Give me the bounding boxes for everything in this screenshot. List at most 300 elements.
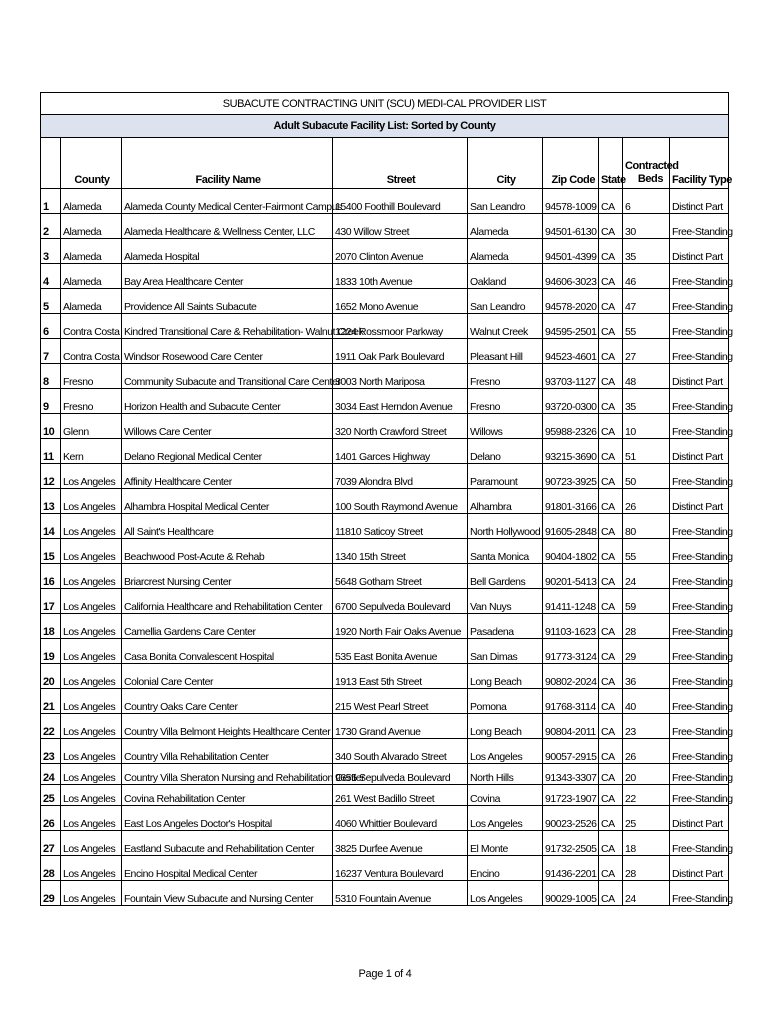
facility-name-cell: Bay Area Healthcare Center: [122, 264, 333, 289]
street-cell: 2070 Clinton Avenue: [333, 239, 468, 264]
city-cell: El Monte: [468, 831, 543, 856]
street-cell: 7039 Alondra Blvd: [333, 464, 468, 489]
row-number: 8: [41, 364, 61, 389]
table-row: [41, 714, 729, 739]
city-cell: San Dimas: [468, 639, 543, 664]
page-subtitle: Adult Subacute Facility List: Sorted by County: [41, 115, 729, 138]
facility-type-cell: Free-Standing: [670, 589, 729, 614]
facility-name-cell: Affinity Healthcare Center: [122, 464, 333, 489]
row-number: 28: [41, 856, 61, 881]
zip-code-cell: 90201-5413: [543, 564, 599, 589]
facility-type-cell: Distinct Part: [670, 439, 729, 464]
county-cell: Los Angeles: [61, 856, 122, 881]
city-cell: San Leandro: [468, 289, 543, 314]
city-cell: North Hollywood: [468, 514, 543, 539]
header-facility-name: Facility Name: [122, 138, 333, 189]
row-number: 3: [41, 239, 61, 264]
table-row: [41, 314, 729, 339]
facility-type-cell: Free-Standing: [670, 214, 729, 239]
page-number: Page 1 of 4: [358, 968, 412, 980]
facility-name-cell: All Saint's Healthcare: [122, 514, 333, 539]
state-cell: CA: [599, 831, 623, 856]
zip-code-cell: 91436-2201: [543, 856, 599, 881]
table-row: [41, 831, 729, 856]
zip-code-cell: 94501-4399: [543, 239, 599, 264]
county-cell: Kern: [61, 439, 122, 464]
header-zip-code: Zip Code: [543, 138, 599, 189]
facility-name-cell: Willows Care Center: [122, 414, 333, 439]
zip-code-cell: 90804-2011: [543, 714, 599, 739]
zip-code-cell: 91343-3307: [543, 764, 599, 785]
header-street: Street: [333, 138, 468, 189]
county-cell: Alameda: [61, 239, 122, 264]
facility-name-cell: Covina Rehabilitation Center: [122, 785, 333, 806]
zip-code-cell: 94578-2020: [543, 289, 599, 314]
street-cell: 1913 East 5th Street: [333, 664, 468, 689]
contracted-beds-cell: 55: [623, 314, 670, 339]
city-cell: Long Beach: [468, 714, 543, 739]
contracted-beds-cell: 46: [623, 264, 670, 289]
facility-type-cell: Free-Standing: [670, 831, 729, 856]
state-cell: CA: [599, 364, 623, 389]
row-number: 11: [41, 439, 61, 464]
facility-type-cell: Free-Standing: [670, 539, 729, 564]
county-cell: Los Angeles: [61, 881, 122, 906]
row-number: 13: [41, 489, 61, 514]
row-number: 16: [41, 564, 61, 589]
row-number: 4: [41, 264, 61, 289]
header-city: City: [468, 138, 543, 189]
zip-code-cell: 91801-3166: [543, 489, 599, 514]
city-cell: Pasadena: [468, 614, 543, 639]
table-row: [41, 689, 729, 714]
city-cell: Encino: [468, 856, 543, 881]
county-cell: Alameda: [61, 189, 122, 214]
street-cell: 3825 Durfee Avenue: [333, 831, 468, 856]
facility-type-cell: Free-Standing: [670, 614, 729, 639]
facility-type-cell: Distinct Part: [670, 856, 729, 881]
row-number: 26: [41, 806, 61, 831]
street-cell: 535 East Bonita Avenue: [333, 639, 468, 664]
street-cell: 1224 Rossmoor Parkway: [333, 314, 468, 339]
contracted-beds-cell: 24: [623, 564, 670, 589]
facility-type-cell: Distinct Part: [670, 189, 729, 214]
row-number: 15: [41, 539, 61, 564]
table-row: [41, 856, 729, 881]
zip-code-cell: 93720-0300: [543, 389, 599, 414]
state-cell: CA: [599, 564, 623, 589]
facility-type-cell: Distinct Part: [670, 806, 729, 831]
contracted-beds-cell: 10: [623, 414, 670, 439]
county-cell: Los Angeles: [61, 714, 122, 739]
street-cell: 100 South Raymond Avenue: [333, 489, 468, 514]
street-cell: 16237 Ventura Boulevard: [333, 856, 468, 881]
street-cell: 261 West Badillo Street: [333, 785, 468, 806]
table-row: [41, 664, 729, 689]
facility-name-cell: Horizon Health and Subacute Center: [122, 389, 333, 414]
zip-code-cell: 93215-3690: [543, 439, 599, 464]
city-cell: North Hills: [468, 764, 543, 785]
facility-type-cell: Free-Standing: [670, 664, 729, 689]
table-row: [41, 806, 729, 831]
facility-name-cell: Briarcrest Nursing Center: [122, 564, 333, 589]
contracted-beds-cell: 35: [623, 239, 670, 264]
row-number: 9: [41, 389, 61, 414]
county-cell: Fresno: [61, 364, 122, 389]
contracted-beds-cell: 36: [623, 664, 670, 689]
contracted-beds-cell: 28: [623, 856, 670, 881]
city-cell: Pleasant Hill: [468, 339, 543, 364]
row-number: 10: [41, 414, 61, 439]
county-cell: Glenn: [61, 414, 122, 439]
facility-type-cell: Free-Standing: [670, 414, 729, 439]
contracted-beds-cell: 25: [623, 806, 670, 831]
contracted-beds-cell: 23: [623, 714, 670, 739]
county-cell: Los Angeles: [61, 539, 122, 564]
header-state: State: [599, 138, 623, 189]
state-cell: CA: [599, 214, 623, 239]
table-row: [41, 881, 729, 906]
table-row: [41, 189, 729, 214]
contracted-beds-cell: 26: [623, 739, 670, 764]
contracted-beds-cell: 48: [623, 364, 670, 389]
state-cell: CA: [599, 589, 623, 614]
county-cell: Los Angeles: [61, 489, 122, 514]
facility-name-cell: Alameda County Medical Center-Fairmont Campus: [122, 189, 333, 214]
facility-name-cell: Fountain View Subacute and Nursing Center: [122, 881, 333, 906]
facility-type-cell: Distinct Part: [670, 364, 729, 389]
header-contracted-beds: Contracted Beds: [623, 138, 670, 189]
city-cell: Bell Gardens: [468, 564, 543, 589]
facility-name-cell: Alameda Hospital: [122, 239, 333, 264]
state-cell: CA: [599, 339, 623, 364]
state-cell: CA: [599, 264, 623, 289]
zip-code-cell: 91773-3124: [543, 639, 599, 664]
facility-type-cell: Free-Standing: [670, 514, 729, 539]
row-number: 20: [41, 664, 61, 689]
county-cell: Los Angeles: [61, 785, 122, 806]
zip-code-cell: 90023-2526: [543, 806, 599, 831]
city-cell: Van Nuys: [468, 589, 543, 614]
table-row: [41, 214, 729, 239]
table-row: [41, 439, 729, 464]
row-number: 27: [41, 831, 61, 856]
county-cell: Contra Costa: [61, 314, 122, 339]
facility-name-cell: Country Villa Rehabilitation Center: [122, 739, 333, 764]
table-row: [41, 614, 729, 639]
street-cell: 1652 Mono Avenue: [333, 289, 468, 314]
facility-type-cell: Free-Standing: [670, 714, 729, 739]
city-cell: Los Angeles: [468, 806, 543, 831]
county-cell: Fresno: [61, 389, 122, 414]
facility-type-cell: Distinct Part: [670, 489, 729, 514]
facility-name-cell: Country Oaks Care Center: [122, 689, 333, 714]
zip-code-cell: 91732-2505: [543, 831, 599, 856]
table-row: [41, 564, 729, 589]
row-number: 19: [41, 639, 61, 664]
table-row: [41, 414, 729, 439]
row-number: 17: [41, 589, 61, 614]
state-cell: CA: [599, 239, 623, 264]
facility-type-cell: Free-Standing: [670, 289, 729, 314]
state-cell: CA: [599, 764, 623, 785]
county-cell: Alameda: [61, 264, 122, 289]
street-cell: 1833 10th Avenue: [333, 264, 468, 289]
facility-name-cell: Casa Bonita Convalescent Hospital: [122, 639, 333, 664]
row-number: 14: [41, 514, 61, 539]
state-cell: CA: [599, 639, 623, 664]
zip-code-cell: 91605-2848: [543, 514, 599, 539]
contracted-beds-cell: 35: [623, 389, 670, 414]
county-cell: Los Angeles: [61, 589, 122, 614]
contracted-beds-cell: 80: [623, 514, 670, 539]
county-cell: Los Angeles: [61, 764, 122, 785]
zip-code-cell: 91411-1248: [543, 589, 599, 614]
facility-type-cell: Free-Standing: [670, 564, 729, 589]
header-facility-type: Facility Type: [670, 138, 729, 189]
table-row: [41, 264, 729, 289]
facility-type-cell: Free-Standing: [670, 464, 729, 489]
facility-type-cell: Distinct Part: [670, 239, 729, 264]
state-cell: CA: [599, 414, 623, 439]
header-number: [41, 138, 61, 189]
state-cell: CA: [599, 514, 623, 539]
state-cell: CA: [599, 489, 623, 514]
row-number: 12: [41, 464, 61, 489]
city-cell: Fresno: [468, 364, 543, 389]
facility-name-cell: Country Villa Sheraton Nursing and Rehabilitation Center: [122, 764, 333, 785]
facility-name-cell: Providence All Saints Subacute: [122, 289, 333, 314]
zip-code-cell: 95988-2326: [543, 414, 599, 439]
zip-code-cell: 94606-3023: [543, 264, 599, 289]
zip-code-cell: 90404-1802: [543, 539, 599, 564]
provider-table: [40, 92, 733, 906]
contracted-beds-cell: 26: [623, 489, 670, 514]
zip-code-cell: 91103-1623: [543, 614, 599, 639]
county-cell: Los Angeles: [61, 831, 122, 856]
row-number: 21: [41, 689, 61, 714]
facility-type-cell: Free-Standing: [670, 339, 729, 364]
street-cell: 1911 Oak Park Boulevard: [333, 339, 468, 364]
contracted-beds-cell: 47: [623, 289, 670, 314]
facility-name-cell: Encino Hospital Medical Center: [122, 856, 333, 881]
city-cell: Fresno: [468, 389, 543, 414]
street-cell: 430 Willow Street: [333, 214, 468, 239]
table-row: [41, 764, 729, 785]
table-row: [41, 339, 729, 364]
table-row: [41, 364, 729, 389]
facility-name-cell: Community Subacute and Transitional Care Center: [122, 364, 333, 389]
county-cell: Alameda: [61, 289, 122, 314]
state-cell: CA: [599, 806, 623, 831]
county-cell: Los Angeles: [61, 564, 122, 589]
state-cell: CA: [599, 739, 623, 764]
zip-code-cell: 94523-4601: [543, 339, 599, 364]
city-cell: Alameda: [468, 214, 543, 239]
county-cell: Los Angeles: [61, 514, 122, 539]
table-row: [41, 589, 729, 614]
facility-name-cell: Colonial Care Center: [122, 664, 333, 689]
facility-name-cell: Eastland Subacute and Rehabilitation Center: [122, 831, 333, 856]
contracted-beds-cell: 22: [623, 785, 670, 806]
state-cell: CA: [599, 314, 623, 339]
street-cell: 3003 North Mariposa: [333, 364, 468, 389]
zip-code-cell: 93703-1127: [543, 364, 599, 389]
row-number: 5: [41, 289, 61, 314]
county-cell: Los Angeles: [61, 739, 122, 764]
table-row: [41, 539, 729, 564]
street-cell: 9655 Sepulveda Boulevard: [333, 764, 468, 785]
row-number: 24: [41, 764, 61, 785]
facility-name-cell: Camellia Gardens Care Center: [122, 614, 333, 639]
county-cell: Los Angeles: [61, 806, 122, 831]
contracted-beds-cell: 27: [623, 339, 670, 364]
city-cell: San Leandro: [468, 189, 543, 214]
city-cell: Oakland: [468, 264, 543, 289]
facility-name-cell: California Healthcare and Rehabilitation Center: [122, 589, 333, 614]
city-cell: Santa Monica: [468, 539, 543, 564]
table-row: [41, 785, 729, 806]
city-cell: Delano: [468, 439, 543, 464]
table-row: [41, 489, 729, 514]
header-county: County: [61, 138, 122, 189]
row-number: 6: [41, 314, 61, 339]
facility-type-cell: Free-Standing: [670, 389, 729, 414]
table-row: [41, 289, 729, 314]
contracted-beds-cell: 6: [623, 189, 670, 214]
facility-name-cell: East Los Angeles Doctor's Hospital: [122, 806, 333, 831]
city-cell: Paramount: [468, 464, 543, 489]
facility-type-cell: Free-Standing: [670, 739, 729, 764]
zip-code-cell: 94595-2501: [543, 314, 599, 339]
city-cell: Pomona: [468, 689, 543, 714]
contracted-beds-cell: 30: [623, 214, 670, 239]
city-cell: Covina: [468, 785, 543, 806]
street-cell: 5310 Fountain Avenue: [333, 881, 468, 906]
table-row: [41, 739, 729, 764]
facility-type-cell: Free-Standing: [670, 881, 729, 906]
zip-code-cell: 90029-1005: [543, 881, 599, 906]
zip-code-cell: 94578-1009: [543, 189, 599, 214]
state-cell: CA: [599, 664, 623, 689]
contracted-beds-cell: 55: [623, 539, 670, 564]
state-cell: CA: [599, 464, 623, 489]
contracted-beds-cell: 50: [623, 464, 670, 489]
contracted-beds-cell: 29: [623, 639, 670, 664]
state-cell: CA: [599, 856, 623, 881]
zip-code-cell: 91723-1907: [543, 785, 599, 806]
county-cell: Los Angeles: [61, 614, 122, 639]
table-row: [41, 639, 729, 664]
state-cell: CA: [599, 189, 623, 214]
street-cell: 5648 Gotham Street: [333, 564, 468, 589]
facility-name-cell: Alhambra Hospital Medical Center: [122, 489, 333, 514]
contracted-beds-cell: 28: [623, 614, 670, 639]
state-cell: CA: [599, 714, 623, 739]
facility-type-cell: Free-Standing: [670, 314, 729, 339]
contracted-beds-cell: 51: [623, 439, 670, 464]
zip-code-cell: 90802-2024: [543, 664, 599, 689]
city-cell: Los Angeles: [468, 881, 543, 906]
row-number: 2: [41, 214, 61, 239]
facility-type-cell: Free-Standing: [670, 264, 729, 289]
state-cell: CA: [599, 389, 623, 414]
facility-name-cell: Alameda Healthcare & Wellness Center, LLC: [122, 214, 333, 239]
contracted-beds-cell: 24: [623, 881, 670, 906]
city-cell: Alhambra: [468, 489, 543, 514]
zip-code-cell: 90057-2915: [543, 739, 599, 764]
state-cell: CA: [599, 785, 623, 806]
row-number: 23: [41, 739, 61, 764]
state-cell: CA: [599, 289, 623, 314]
city-cell: Willows: [468, 414, 543, 439]
street-cell: 1401 Garces Highway: [333, 439, 468, 464]
street-cell: 6700 Sepulveda Boulevard: [333, 589, 468, 614]
county-cell: Los Angeles: [61, 664, 122, 689]
facility-type-cell: Free-Standing: [670, 764, 729, 785]
state-cell: CA: [599, 539, 623, 564]
street-cell: 1340 15th Street: [333, 539, 468, 564]
street-cell: 320 North Crawford Street: [333, 414, 468, 439]
facility-type-cell: Free-Standing: [670, 689, 729, 714]
facility-name-cell: Country Villa Belmont Heights Healthcare Center: [122, 714, 333, 739]
facility-name-cell: Beachwood Post-Acute & Rehab: [122, 539, 333, 564]
table-row: [41, 389, 729, 414]
facility-type-cell: Free-Standing: [670, 639, 729, 664]
zip-code-cell: 94501-6130: [543, 214, 599, 239]
page-title: SUBACUTE CONTRACTING UNIT (SCU) MEDI-CAL PROVIDER LIST: [41, 93, 729, 115]
table-row: [41, 239, 729, 264]
facility-name-cell: Windsor Rosewood Care Center: [122, 339, 333, 364]
street-cell: 3034 East Herndon Avenue: [333, 389, 468, 414]
table-row: [41, 514, 729, 539]
county-cell: Contra Costa: [61, 339, 122, 364]
row-number: 22: [41, 714, 61, 739]
contracted-beds-cell: 20: [623, 764, 670, 785]
county-cell: Los Angeles: [61, 689, 122, 714]
state-cell: CA: [599, 614, 623, 639]
county-cell: Los Angeles: [61, 464, 122, 489]
row-number: 25: [41, 785, 61, 806]
street-cell: 215 West Pearl Street: [333, 689, 468, 714]
row-number: 18: [41, 614, 61, 639]
street-cell: 340 South Alvarado Street: [333, 739, 468, 764]
city-cell: Walnut Creek: [468, 314, 543, 339]
street-cell: 1920 North Fair Oaks Avenue: [333, 614, 468, 639]
row-number: 1: [41, 189, 61, 214]
row-number: 7: [41, 339, 61, 364]
street-cell: 4060 Whittier Boulevard: [333, 806, 468, 831]
city-cell: Long Beach: [468, 664, 543, 689]
facility-type-cell: Free-Standing: [670, 785, 729, 806]
contracted-beds-cell: 18: [623, 831, 670, 856]
facility-name-cell: Kindred Transitional Care & Rehabilitation- Walnut Creek: [122, 314, 333, 339]
county-cell: Los Angeles: [61, 639, 122, 664]
state-cell: CA: [599, 689, 623, 714]
row-number: 29: [41, 881, 61, 906]
state-cell: CA: [599, 881, 623, 906]
street-cell: 1730 Grand Avenue: [333, 714, 468, 739]
contracted-beds-cell: 59: [623, 589, 670, 614]
contracted-beds-cell: 40: [623, 689, 670, 714]
city-cell: Alameda: [468, 239, 543, 264]
zip-code-cell: 90723-3925: [543, 464, 599, 489]
street-cell: 15400 Foothill Boulevard: [333, 189, 468, 214]
facility-name-cell: Delano Regional Medical Center: [122, 439, 333, 464]
state-cell: CA: [599, 439, 623, 464]
table-row: [41, 464, 729, 489]
city-cell: Los Angeles: [468, 739, 543, 764]
